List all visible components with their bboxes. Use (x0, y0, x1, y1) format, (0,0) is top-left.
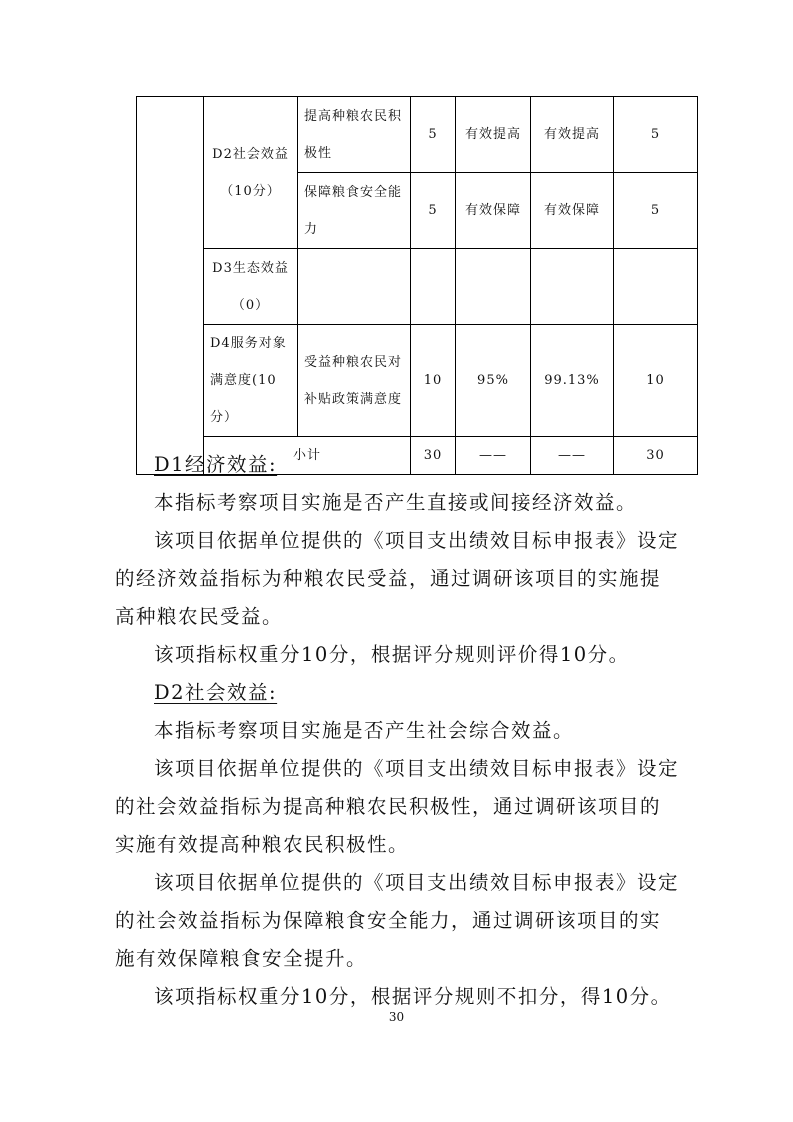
indicator-cell: 提高种粮农民积极性 (298, 97, 411, 173)
category-merged-cell (137, 97, 204, 475)
paragraph: 该项目依据单位提供的《项目支出绩效目标申报表》设定的社会效益指标为保障粮食安全能力，通过调研该项目的实施有效保障粮食安全提升。 (115, 871, 680, 970)
paragraph: 该项指标权重分10分，根据评分规则不扣分，得10分。 (154, 985, 672, 1008)
paragraph: 该项目依据单位提供的《项目支出绩效目标申报表》设定的社会效益指标为提高种粮农民积极性，通过调研该项目的实施有效提高种粮农民积极性。 (115, 757, 680, 856)
score-cell: 5 (614, 97, 698, 173)
actual-cell: 99.13% (531, 325, 614, 437)
table-row (137, 97, 698, 173)
indicator-cell: 受益种粮农民对补贴政策满意度 (298, 325, 411, 437)
paragraph: 该项指标权重分10分，根据评分规则评价得10分。 (154, 643, 630, 666)
score-cell: 30 (614, 437, 698, 475)
page-number: 30 (388, 1010, 405, 1024)
weight-cell: 5 (411, 173, 456, 249)
actual-cell: —— (531, 437, 614, 475)
paragraph: 本指标考察项目实施是否产生社会综合效益。 (154, 719, 575, 742)
empty-cell (531, 249, 614, 325)
paragraph: 该项目依据单位提供的《项目支出绩效目标申报表》设定的经济效益指标为种粮农民受益，通过调研该项目的实施提高种粮农民受益。 (115, 529, 680, 628)
body-text (115, 446, 680, 1016)
table-row (137, 249, 698, 325)
weight-cell: 10 (411, 325, 456, 437)
actual-cell: 有效提高 (531, 97, 614, 173)
paragraph: 本指标考察项目实施是否产生直接或间接经济效益。 (154, 491, 638, 514)
empty-cell (614, 249, 698, 325)
empty-cell (411, 249, 456, 325)
score-cell: 10 (614, 325, 698, 437)
subtotal-label: 小计 (204, 437, 411, 475)
score-cell: 5 (614, 173, 698, 249)
target-cell: 有效保障 (456, 173, 531, 249)
actual-cell: 有效保障 (531, 173, 614, 249)
weight-cell: 30 (411, 437, 456, 475)
empty-cell (298, 249, 411, 325)
indicator-cell: 保障粮食安全能力 (298, 173, 411, 249)
evaluation-table (136, 96, 698, 475)
weight-cell: 5 (411, 97, 456, 173)
dimension-cell: D2社会效益（10分） (204, 97, 298, 249)
target-cell: —— (456, 437, 531, 475)
dimension-cell: D4服务对象满意度(10分） (204, 325, 298, 437)
target-cell: 有效提高 (456, 97, 531, 173)
section-heading-d1: D1经济效益: (154, 453, 278, 476)
dimension-cell: D3生态效益（0） (204, 249, 298, 325)
section-heading-d2: D2社会效益: (154, 681, 278, 704)
table-row (137, 325, 698, 437)
empty-cell (456, 249, 531, 325)
target-cell: 95% (456, 325, 531, 437)
